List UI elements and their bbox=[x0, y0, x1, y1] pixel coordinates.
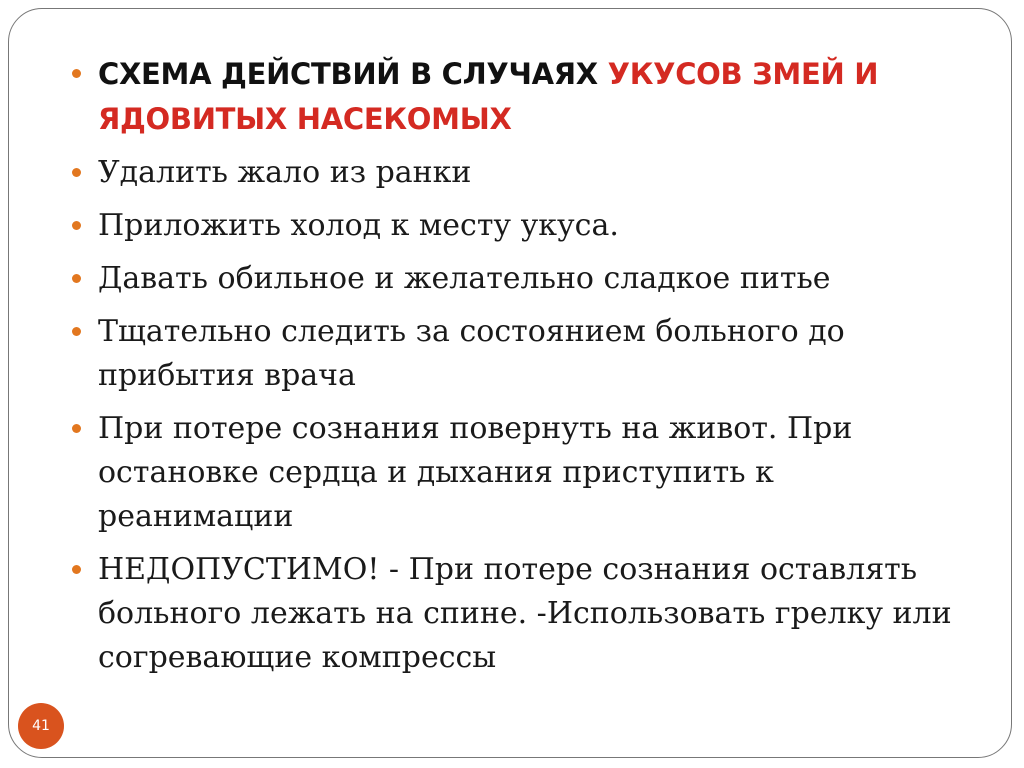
heading-black-text: СХЕМА ДЕЙСТВИЙ В СЛУЧАЯХ bbox=[98, 57, 608, 91]
page-number-badge: 41 bbox=[18, 703, 64, 749]
bullet-text: Приложить холод к месту укуса. bbox=[98, 208, 619, 243]
bullet-item-5 bbox=[72, 407, 952, 539]
bullet-item-1 bbox=[72, 151, 952, 195]
bullet-text: Удалить жало из ранки bbox=[98, 155, 472, 190]
bullet-dot bbox=[72, 565, 81, 574]
bullet-dot bbox=[72, 221, 81, 230]
bullet-text: При потере сознания повернуть на живот. При остановке сердца и дыхания приступить к реанимации bbox=[98, 411, 853, 534]
heading-red-text: УКУСОВ ЗМЕЙ И ЯДОВИТЫХ НАСЕКОМЫХ bbox=[98, 57, 879, 136]
bullet-item-4 bbox=[72, 310, 952, 398]
bullet-text: Тщательно следить за состоянием больного до прибытия врача bbox=[98, 314, 845, 393]
bullet-text: Давать обильное и желательно сладкое питье bbox=[98, 261, 831, 296]
bullet-item-2 bbox=[72, 204, 952, 248]
bullet-dot bbox=[72, 69, 81, 78]
bullet-dot bbox=[72, 327, 81, 336]
slide-heading bbox=[72, 52, 952, 142]
bullet-text: НЕДОПУСТИМО! - При потере сознания оставлять больного лежать на спине. -Использовать грелку или согревающие компрессы bbox=[98, 552, 952, 675]
bullet-item-6 bbox=[72, 548, 952, 680]
bullet-dot bbox=[72, 274, 81, 283]
bullet-dot bbox=[72, 168, 81, 177]
bullet-item-3 bbox=[72, 257, 952, 301]
bullet-dot bbox=[72, 424, 81, 433]
bullet-list bbox=[72, 52, 952, 689]
